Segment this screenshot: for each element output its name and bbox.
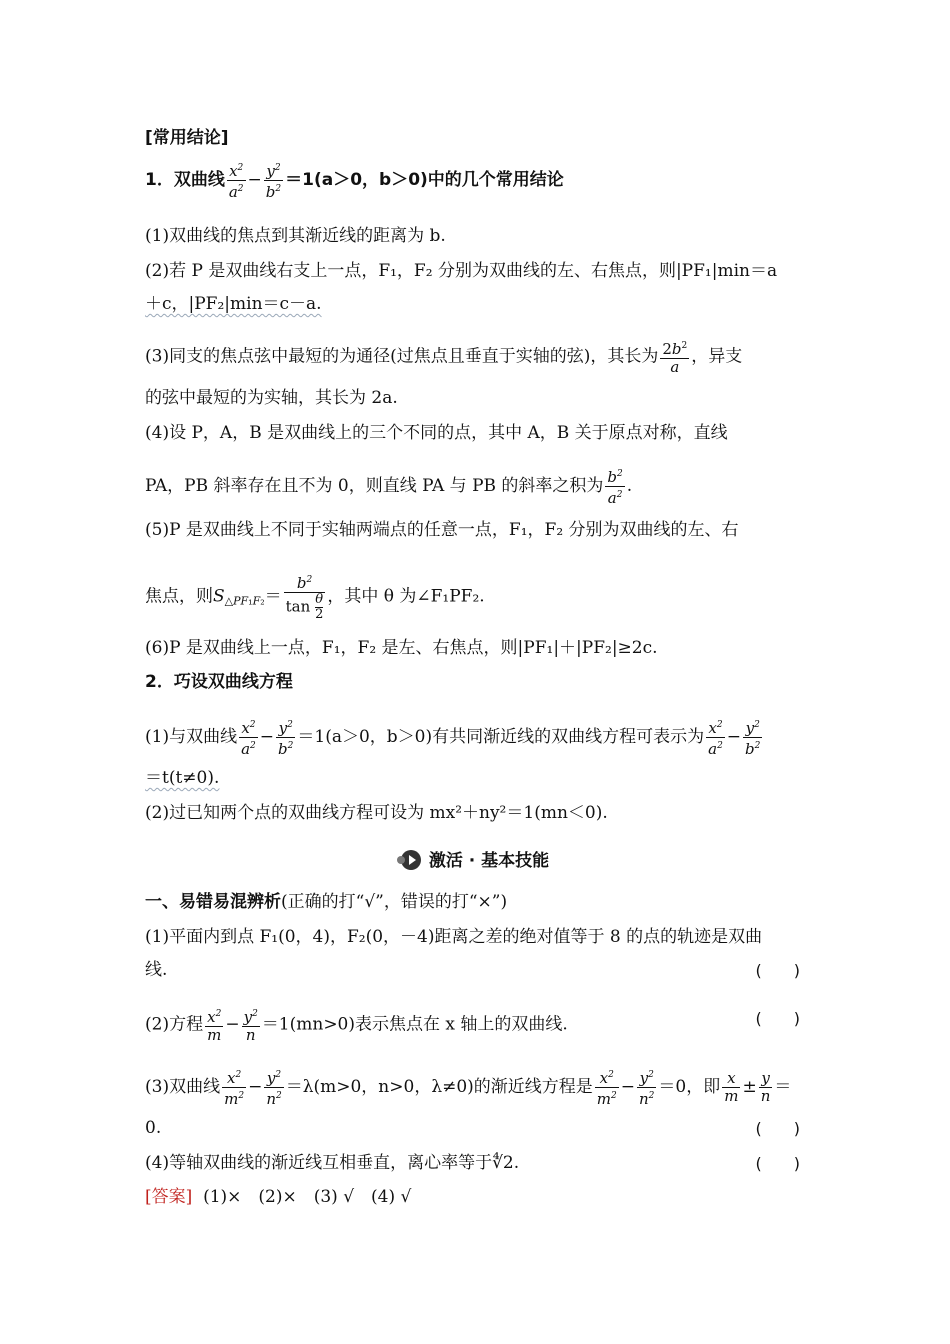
exercise-3-line1: (3)双曲线 $\frac{x^2}{m^2}$ − $\frac{y^2}{n^2}$ ＝λ(m>0，n>0，λ≠0)的渐近线方程是 $\frac{x^2}{m^2}$ − $\frac{y^2}{n^2}$ ＝0，即 $\frac{x}{m}$ ± $\frac{y}{n}$ ＝ bbox=[145, 1069, 792, 1108]
exercise-3-end: ＝ bbox=[774, 1077, 792, 1097]
formula-y2-over-n2-b: $\frac{y^2}{n^2}$ bbox=[639, 1069, 655, 1108]
conclusion-2-line2: ＋c，|PF₂|min＝c－a. bbox=[145, 294, 322, 314]
conclusions-heading: [常用结论] bbox=[145, 128, 229, 148]
exercise-3-prefix: (3)双曲线 bbox=[145, 1077, 221, 1097]
conclusion-1: (1)双曲线的焦点到其渐近线的距离为 b. bbox=[145, 226, 446, 246]
formula-b2-over-tan-half-theta: $b^2$ tan $\frac{\theta}{2}$ bbox=[285, 574, 324, 622]
answer-line bbox=[145, 1185, 805, 1209]
formula-x2-over-a2: $\frac{x^2}{a^2}$ bbox=[228, 162, 244, 201]
design-2: (2)过已知两个点的双曲线方程可设为 mx²＋ny²＝1(mn＜0). bbox=[145, 803, 608, 823]
exercise-part-title bbox=[145, 890, 805, 914]
formula-y2-over-n: $\frac{y^2}{n}$ bbox=[243, 1008, 258, 1044]
answer-tag: [答案] bbox=[145, 1187, 193, 1207]
play-circle-icon bbox=[401, 850, 421, 870]
conclusion-5-line2: 焦点，则$S_{\triangle PF_1F_2}=$ $b^2$ tan $\frac{\theta}{2}$ ，其中 θ 为∠F₁PF₂. bbox=[145, 574, 485, 622]
exercise-1-tail: 线. bbox=[145, 960, 168, 980]
exercise-2-suffix: ＝1(mn>0)表示焦点在 x 轴上的双曲线. bbox=[261, 1014, 568, 1035]
exercise-4: (4)等轴双曲线的渐近线互相垂直，离心率等于∜2. bbox=[145, 1153, 520, 1173]
conclusion-3-line1 bbox=[145, 338, 805, 376]
conclusion-4-line1: (4)设 P，A，B 是双曲线上的三个不同的点，其中 A，B 关于原点对称，直线 bbox=[145, 423, 728, 443]
formula-x-over-m: $\frac{x}{m}$ bbox=[724, 1069, 739, 1105]
exercise-1-line1: (1)平面内到点 F₁(0，4)，F₂(0，－4)距离之差的绝对值等于 8 的点的轨迹是双曲 bbox=[145, 927, 763, 947]
conclusion-4-line2: PA，PB 斜率存在且不为 0，则直线 PA 与 PB 的斜率之积为 $\frac{b^2}{a^2}$ . bbox=[145, 468, 633, 507]
formula-2b2-over-a: $\frac{2b^2}{a}$ bbox=[662, 340, 688, 376]
formula-x2-over-a2-b: $\frac{x^2}{a^2}$ bbox=[241, 719, 256, 758]
design-1-prefix: (1)与双曲线 bbox=[145, 727, 238, 747]
part-note: (正确的打“√”，错误的打“×”) bbox=[281, 892, 508, 912]
item1-suffix: ＝1(a＞0，b＞0)中的几个常用结论 bbox=[285, 170, 564, 190]
conclusion-5-line1: (5)P 是双曲线上不同于实轴两端点的任意一点，F₁，F₂ 分别为双曲线的左、右 bbox=[145, 520, 739, 540]
exercise-2: (2)方程 $\frac{x^2}{m}$ − $\frac{y^2}{n}$ ＝1(mn>0)表示焦点在 x 轴上的双曲线. bbox=[145, 1008, 568, 1044]
formula-y2-over-b2-b: $\frac{y^2}{b^2}$ bbox=[278, 719, 294, 758]
formula-y-over-n: $\frac{y}{n}$ bbox=[760, 1069, 771, 1105]
conclusion-4-prefix: PA，PB 斜率存在且不为 0，则直线 PA 与 PB 的斜率之积为 bbox=[145, 476, 604, 496]
exercise-2-prefix: (2)方程 bbox=[145, 1014, 204, 1035]
item1-heading: 1．双曲线 $\frac{x^2}{a^2}$ − $\frac{y^2}{b^2}$ ＝1(a＞0，b＞0)中的几个常用结论 bbox=[145, 162, 564, 201]
exercise-3-line2: 0. bbox=[145, 1118, 162, 1138]
exercise-1-blank[interactable]: ( ) bbox=[755, 961, 800, 980]
item1-prefix: 1．双曲线 bbox=[145, 170, 225, 190]
design-1-line1: (1)与双曲线 $\frac{x^2}{a^2}$ − $\frac{y^2}{b^2}$ ＝1(a＞0，b＞0)有共同渐近线的双曲线方程可表示为 $\frac{x^2}{a^2}$ − $\frac{y^2}{b^2}$ bbox=[145, 719, 761, 758]
formula-y2-over-b2: $\frac{y^2}{b^2}$ bbox=[265, 162, 282, 201]
conclusion-3-suffix: ，异支 bbox=[691, 346, 743, 367]
item2-heading: 2．巧设双曲线方程 bbox=[145, 672, 293, 692]
part-title: 一、易错易混辨析 bbox=[145, 892, 281, 912]
conclusion-3-prefix: (3)同支的焦点弦中最短的为通径(过焦点且垂直于实轴的弦)，其长为 bbox=[145, 346, 659, 367]
exercise-2-blank[interactable]: ( ) bbox=[755, 1009, 800, 1028]
exercise-3-blank[interactable]: ( ) bbox=[755, 1119, 800, 1138]
section-title bbox=[0, 846, 950, 871]
formula-x2-over-m2: $\frac{x^2}{m^2}$ bbox=[224, 1069, 245, 1108]
formula-y2-over-b2-c: $\frac{y^2}{b^2}$ bbox=[745, 719, 761, 758]
exercise-4-blank[interactable]: ( ) bbox=[755, 1154, 800, 1173]
formula-x2-over-m2-b: $\frac{x^2}{m^2}$ bbox=[596, 1069, 617, 1108]
exercise-3-middle: ＝λ(m>0，n>0，λ≠0)的渐近线方程是 bbox=[285, 1077, 593, 1097]
conclusion-2-line1: (2)若 P 是双曲线右支上一点，F₁，F₂ 分别为双曲线的左、右焦点，则|PF₁|min＝a bbox=[145, 261, 778, 281]
formula-x2-over-a2-c: $\frac{x^2}{a^2}$ bbox=[708, 719, 723, 758]
formula-x2-over-m: $\frac{x^2}{m}$ bbox=[207, 1008, 222, 1044]
design-1-middle: ＝1(a＞0，b＞0)有共同渐近线的双曲线方程可表示为 bbox=[297, 727, 705, 747]
section-title-text: 激活 · 基本技能 bbox=[428, 851, 550, 871]
exercise-1-line2 bbox=[145, 958, 805, 982]
conclusion-3-line2: 的弦中最短的为实轴，其长为 2a. bbox=[145, 388, 398, 408]
conclusion-5-prefix: 焦点，则 bbox=[145, 586, 213, 607]
answer-text: (1)× (2)× (3) √ (4) √ bbox=[203, 1187, 412, 1207]
conclusion-5-suffix: ，其中 θ 为∠F₁PF₂. bbox=[327, 586, 485, 607]
design-1-line2: ＝t(t≠0). bbox=[145, 768, 220, 788]
exercise-3-after: ＝0，即 bbox=[658, 1077, 721, 1097]
formula-b2-over-a2: $\frac{b^2}{a^2}$ bbox=[607, 468, 623, 507]
formula-y2-over-n2: $\frac{y^2}{n^2}$ bbox=[266, 1069, 282, 1108]
conclusion-6: (6)P 是双曲线上一点，F₁，F₂ 是左、右焦点，则|PF₁|＋|PF₂|≥2c. bbox=[145, 638, 658, 658]
